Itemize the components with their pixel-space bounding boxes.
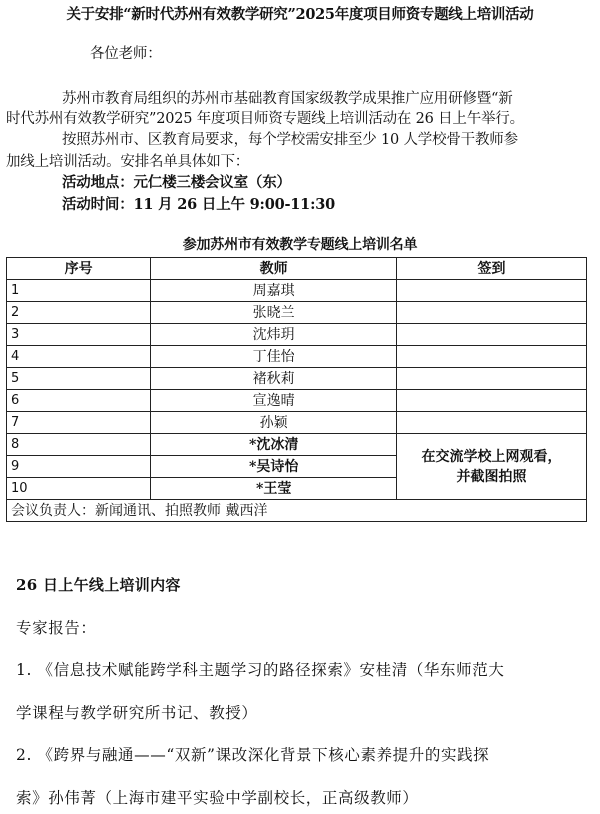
table-row: [7, 434, 587, 456]
row-number: 4: [7, 346, 151, 368]
report-item-2-line-2: 索》孙伟菁（上海市建平实验中学副校长，正高级教师）: [16, 789, 419, 807]
row-number: 2: [7, 302, 151, 324]
table-row: [7, 368, 587, 390]
remote-viewing-note-line-2: 并截图拍照: [456, 468, 527, 485]
table-header-row: [7, 258, 587, 280]
table-row: [7, 280, 587, 302]
row-number: 1: [7, 280, 151, 302]
report-item-1-line-1: 1. 《信息技术赋能跨学科主题学习的路径探索》安桂清（华东师范大: [16, 661, 505, 679]
header-teacher: 教师: [151, 258, 397, 280]
signin-cell[interactable]: [397, 280, 587, 302]
teacher-name: 张晓兰: [151, 302, 397, 324]
activity-location: 活动地点：元仁楼三楼会议室（东）: [62, 174, 291, 191]
paragraph-1-line-2: 时代苏州有效教学研究”2025 年度项目师资专题线上培训活动在 26 日上午举行。: [6, 111, 524, 127]
table-footer-row: [7, 500, 587, 522]
row-number: 6: [7, 390, 151, 412]
paragraph-2-line-2: 加线上培训活动。安排名单具体如下：: [6, 154, 250, 170]
signin-cell[interactable]: [397, 346, 587, 368]
report-item-2-line-1: 2. 《跨界与融通——“双新”课改深化背景下核心素养提升的实践探: [16, 746, 490, 764]
teacher-name: 宣逸晴: [151, 390, 397, 412]
table-row: [7, 302, 587, 324]
teacher-name: *王莹: [151, 478, 397, 500]
row-number: 9: [7, 456, 151, 478]
table-row: [7, 412, 587, 434]
roster-table: [6, 257, 587, 522]
row-number: 5: [7, 368, 151, 390]
roster-title: 参加苏州市有效教学专题线上培训名单: [182, 237, 418, 253]
row-number: 8: [7, 434, 151, 456]
row-number: 7: [7, 412, 151, 434]
teacher-name: 沈炜玥: [151, 324, 397, 346]
teacher-name: 褚秋莉: [151, 368, 397, 390]
teacher-name: 周嘉琪: [151, 280, 397, 302]
remote-viewing-note-line-1: 在交流学校上网观看，: [421, 448, 562, 465]
table-row: [7, 346, 587, 368]
paragraph-2-line-1: 按照苏州市、区教育局要求，每个学校需安排至少 10 人学校骨干教师参: [62, 132, 518, 148]
paragraph-1-line-1: 苏州市教育局组织的苏州市基础教育国家级教学成果推广应用研修暨“新: [62, 91, 513, 107]
report-item-1-line-2: 学课程与教学研究所书记、教授）: [16, 704, 258, 722]
expert-report-label: 专家报告：: [16, 619, 97, 637]
teacher-name: *沈冰清: [151, 434, 397, 456]
signin-cell[interactable]: [397, 390, 587, 412]
header-signin: 签到: [397, 258, 587, 280]
table-row: [7, 390, 587, 412]
row-number: 10: [7, 478, 151, 500]
teacher-name: 丁佳怡: [151, 346, 397, 368]
meeting-responsible: 会议负责人：新闻通讯、拍照教师 戴西洋: [7, 500, 587, 522]
teacher-name: 孙颖: [151, 412, 397, 434]
table-row: [7, 324, 587, 346]
signin-cell[interactable]: [397, 324, 587, 346]
header-number: 序号: [7, 258, 151, 280]
greeting: 各位老师：: [90, 46, 162, 62]
training-content-title: 26 日上午线上培训内容: [16, 576, 181, 594]
signin-cell[interactable]: [397, 302, 587, 324]
row-number: 3: [7, 324, 151, 346]
activity-time: 活动时间：11 月 26 日上午 9:00-11:30: [62, 196, 335, 213]
remote-viewing-note: [397, 434, 587, 500]
teacher-name: *吴诗怡: [151, 456, 397, 478]
signin-cell[interactable]: [397, 412, 587, 434]
signin-cell[interactable]: [397, 368, 587, 390]
document-title: 关于安排“新时代苏州有效教学研究”2025年度项目师资专题线上培训活动: [66, 6, 534, 23]
